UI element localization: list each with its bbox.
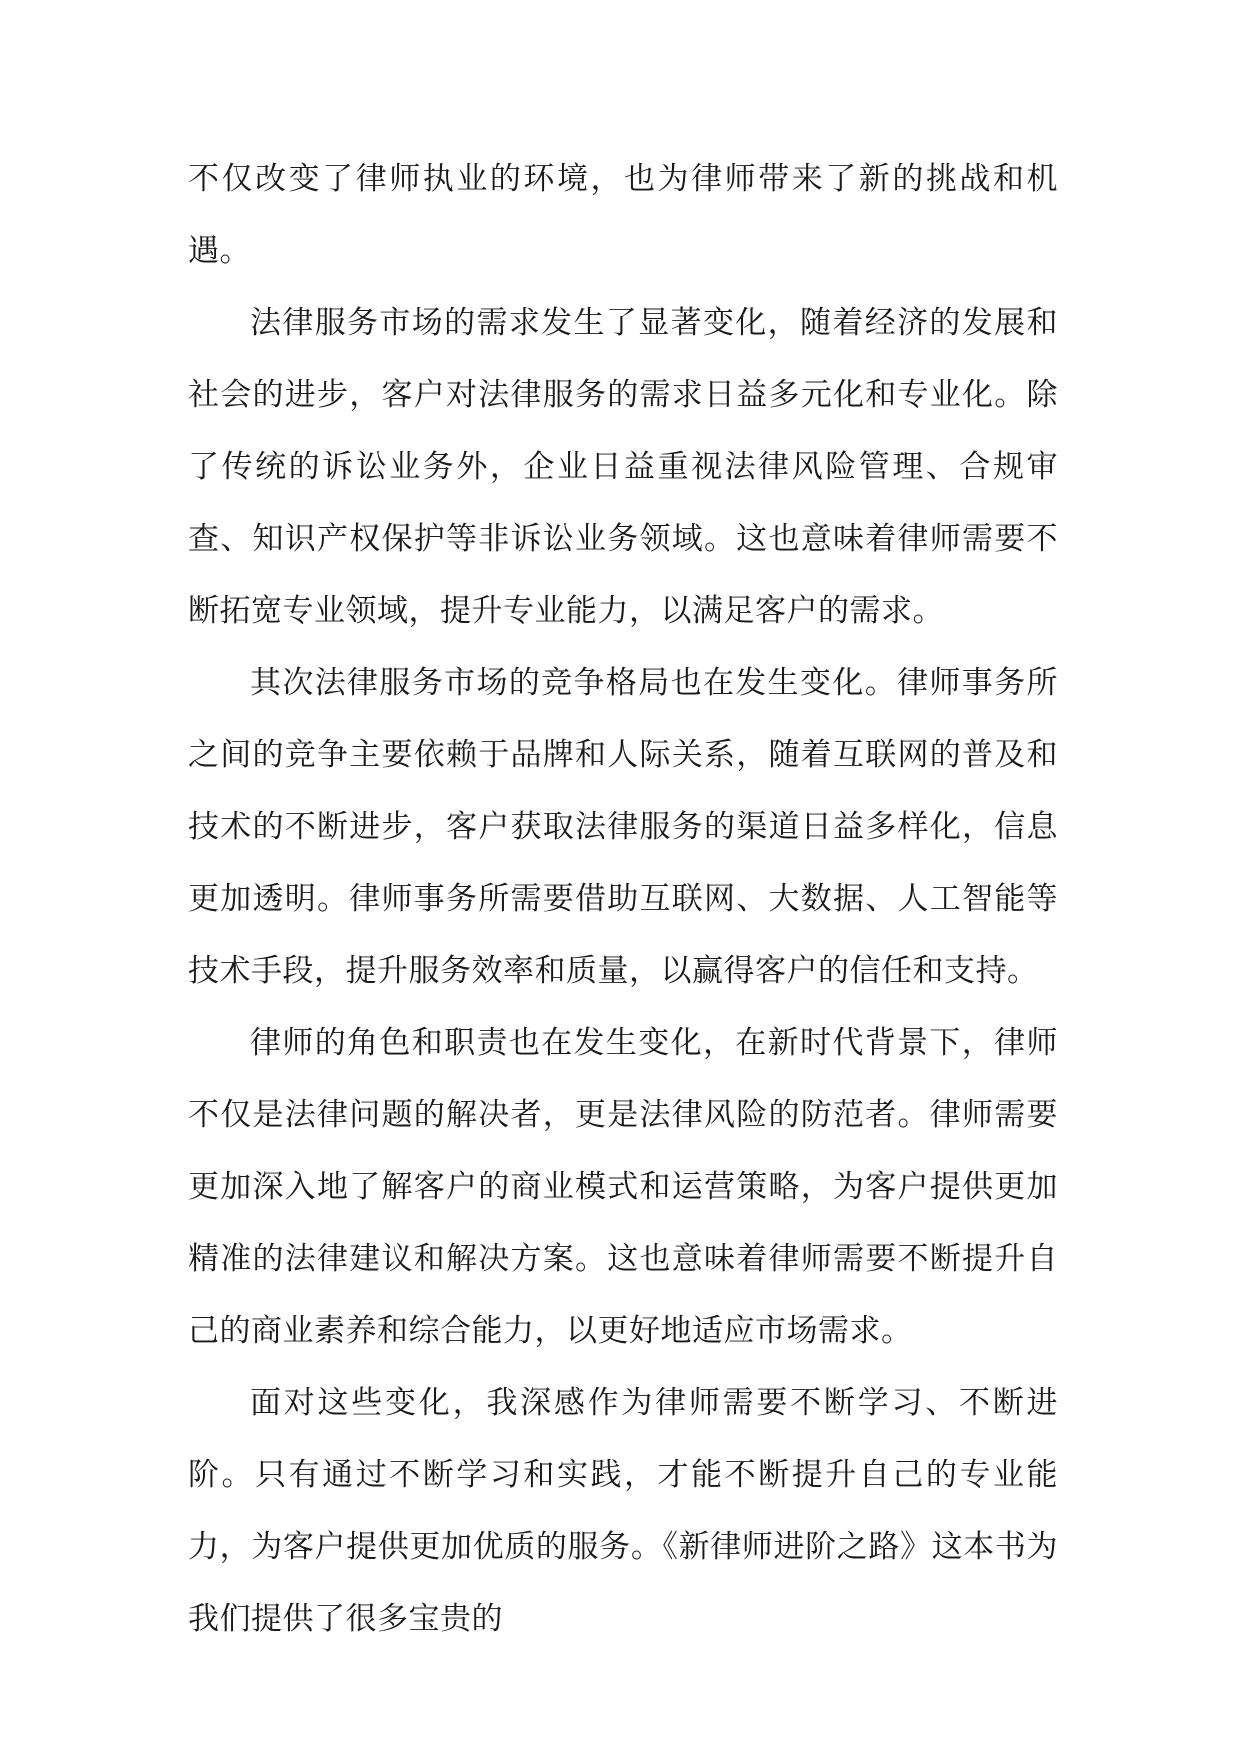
paragraph-continuation: 不仅改变了律师执业的环境，也为律师带来了新的挑战和机遇。 bbox=[188, 161, 1058, 269]
paragraph-competition: 其次法律服务市场的竞争格局也在发生变化。律师事务所之间的竞争主要依赖于品牌和人际关系，随着互联网的普及和技术的不断进步，客户获取法律服务的渠道日益多样化，信息更加透明。律师事务所需要借助互联网、大数据、人工智能等技术手段，提升服务效率和质量，以赢得客户的信任和支持。 bbox=[188, 665, 1058, 989]
document-body bbox=[188, 143, 1058, 1655]
paragraph-market-demand: 法律服务市场的需求发生了显著变化，随着经济的发展和社会的进步，客户对法律服务的需求日益多元化和专业化。除了传统的诉讼业务外，企业日益重视法律风险管理、合规审查、知识产权保护等非诉讼业务领域。这也意味着律师需要不断拓宽专业领域，提升专业能力，以满足客户的需求。 bbox=[188, 305, 1058, 629]
paragraph-continuous-learning: 面对这些变化，我深感作为律师需要不断学习、不断进阶。只有通过不断学习和实践，才能不断提升自己的专业能力，为客户提供更加优质的服务。《新律师进阶之路》这本书为我们提供了很多宝贵的 bbox=[188, 1385, 1058, 1637]
paragraph-lawyer-role: 律师的角色和职责也在发生变化，在新时代背景下，律师不仅是法律问题的解决者，更是法律风险的防范者。律师需要更加深入地了解客户的商业模式和运营策略，为客户提供更加精准的法律建议和解决方案。这也意味着律师需要不断提升自己的商业素养和综合能力，以更好地适应市场需求。 bbox=[188, 1025, 1058, 1349]
